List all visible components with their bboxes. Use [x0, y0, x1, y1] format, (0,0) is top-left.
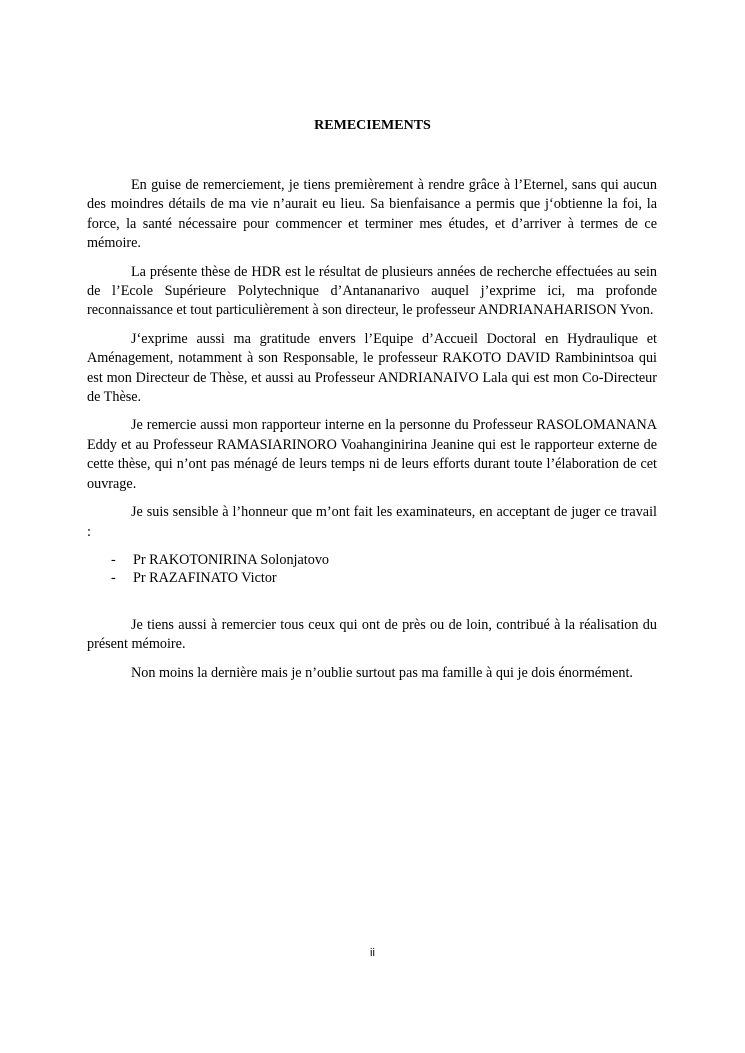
list-dash: -	[111, 570, 116, 587]
list-dash: -	[111, 551, 116, 568]
paragraph-school: La présente thèse de HDR est le résultat de plusieurs années de recherche effectuées au sein de l’Ecole Supérieure Polytechnique d’Antananarivo auquel j’exprime ici, ma profonde reconnaissance et tout particulièrement à son directeur, le professeur ANDRIANAHARISON Yvon.	[87, 263, 657, 319]
paragraph-thanks-all: Je tiens aussi à remercier tous ceux qui ont de près ou de loin, contribué à la réalisation du présent mémoire.	[87, 616, 657, 653]
examiners-list	[87, 551, 657, 588]
paragraph-reviewers: Je remercie aussi mon rapporteur interne en la personne du Professeur RASOLOMANANA Eddy et au Professeur RAMASIARINORO Voahanginirina Jeanine qui est le rapporteur externe de cette thèse, qui n’ont pas ménagé de leurs temps ni de leurs efforts durant toute l’élaboration de cet ouvrage.	[87, 417, 657, 492]
paragraph-thanks-god: En guise de remerciement, je tiens premièrement à rendre grâce à l’Eternel, sans qui aucun des moindres détails de ma vie n’aurait eu lieu. Sa bienfaisance a permis que j‘obtienne la foi, la force, la santé nécessaire pour commencer et terminer mes études, et d’arriver à termes de ce mémoire.	[87, 177, 657, 252]
paragraph-doctoral-team: J‘exprime aussi ma gratitude envers l’Equipe d’Accueil Doctoral en Hydraulique et Aménagement, notamment à son Responsable, le professeur RAKOTO DAVID Rambinintsoa qui est mon Directeur de Thèse, et aussi au Professeur ANDRIANAIVO Lala qui est mon Co-Directeur de Thèse.	[87, 330, 657, 406]
list-item	[87, 569, 657, 588]
list-item	[87, 551, 657, 570]
page-title: REMECIEMENTS	[314, 118, 431, 133]
examiner-name: Pr RAZAFINATO Victor	[133, 570, 277, 587]
paragraph-family: Non moins la dernière mais je n’oublie surtout pas ma famille à qui je dois énormément.	[131, 664, 633, 681]
examiner-name: Pr RAKOTONIRINA Solonjatovo	[133, 551, 330, 568]
page-number: ii	[370, 947, 375, 959]
document-body	[87, 176, 657, 692]
paragraph-examiners-intro: Je suis sensible à l’honneur que m’ont fait les examinateurs, en acceptant de juger ce travail :	[87, 504, 657, 540]
